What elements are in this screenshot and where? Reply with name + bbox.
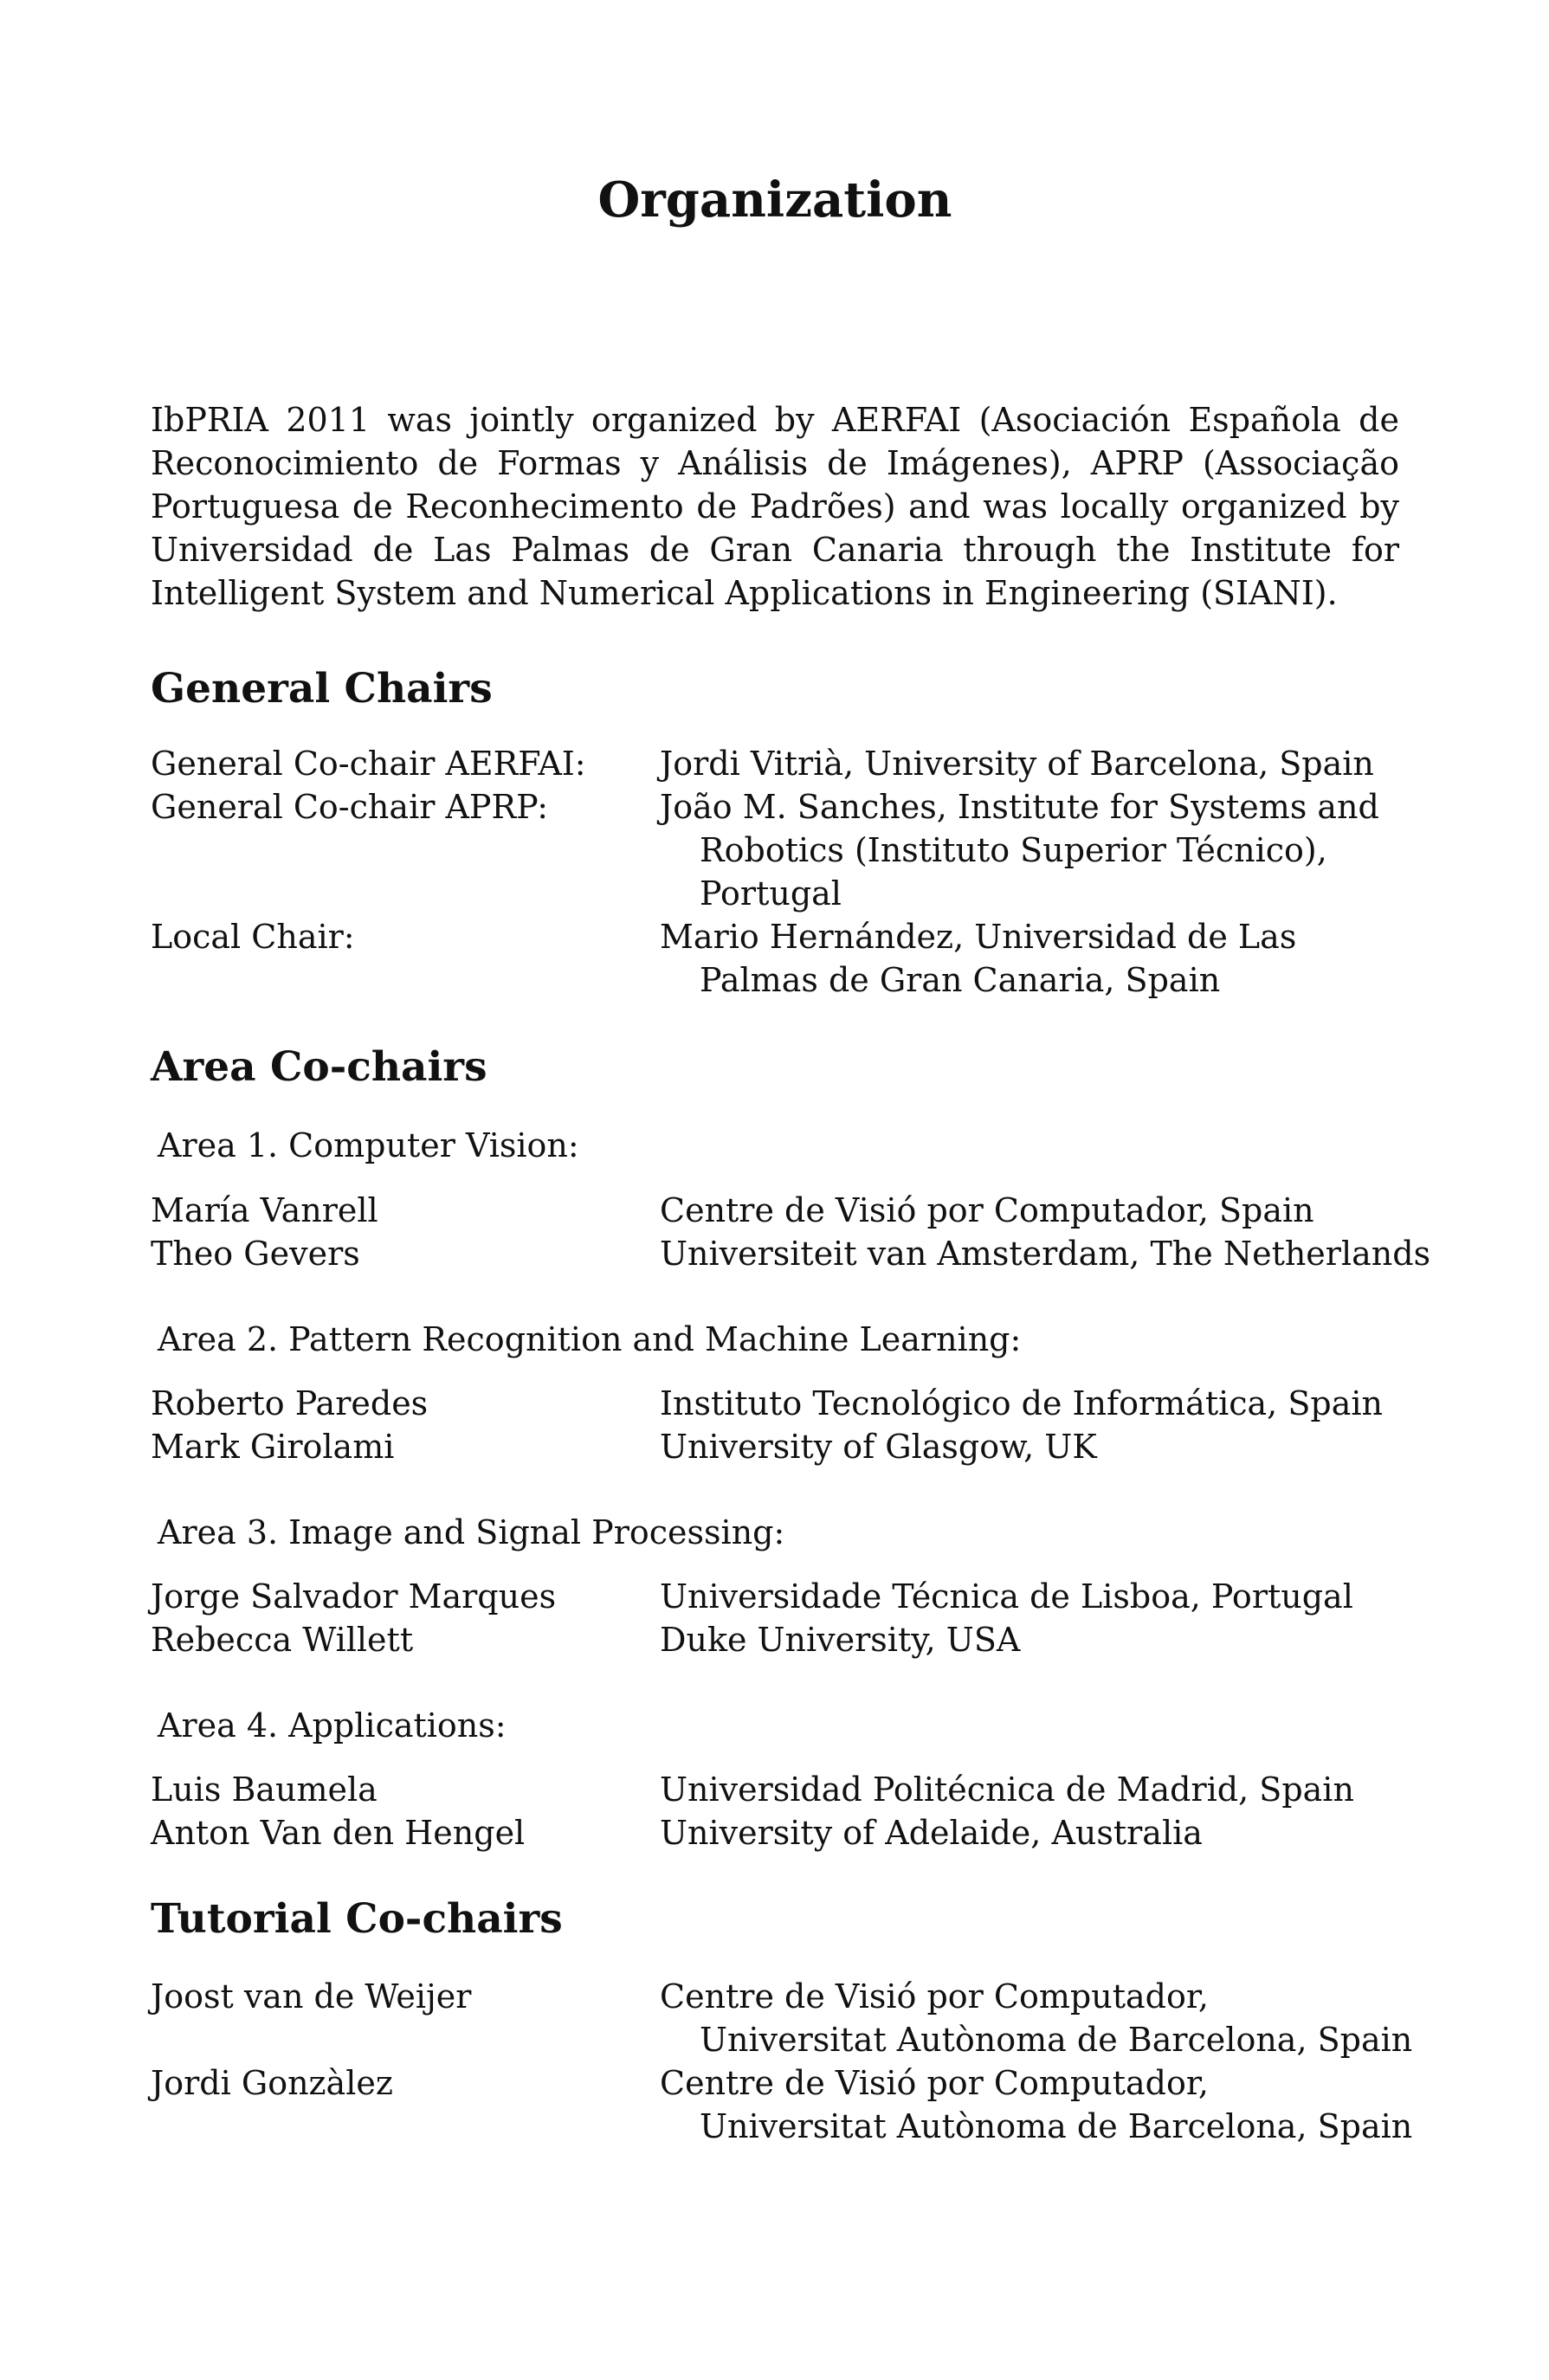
member-name: Mark Girolami xyxy=(151,1428,395,1466)
affiliation-line: Universitat Autònoma de Barcelona, Spain xyxy=(700,2107,1413,2145)
affiliation-line: Centre de Visió por Computador, xyxy=(660,2064,1209,2102)
member-name: Luis Baumela xyxy=(151,1770,378,1809)
member-affiliation: Centre de Visió por Computador, Spain xyxy=(660,1191,1314,1229)
general-chairs-heading: General Chairs xyxy=(151,665,493,713)
area-cochairs-heading: Area Co-chairs xyxy=(151,1043,487,1091)
member-affiliation xyxy=(660,1975,1413,2061)
role-label: General Co-chair APRP: xyxy=(151,788,549,826)
member-affiliation: Universiteit van Amsterdam, The Netherlands xyxy=(660,1235,1431,1273)
member-affiliation: University of Adelaide, Australia xyxy=(660,1814,1203,1852)
member-affiliation: Instituto Tecnológico de Informática, Spain xyxy=(660,1384,1383,1422)
member-name: Joost van de Weijer xyxy=(151,1977,472,2016)
member-affiliation: Duke University, USA xyxy=(660,1621,1021,1659)
area-title: Area 2. Pattern Recognition and Machine Learning: xyxy=(158,1320,1022,1358)
affiliation-line: Mario Hernández, Universidad de Las xyxy=(660,918,1297,956)
role-label: Local Chair: xyxy=(151,918,355,956)
area-title: Area 3. Image and Signal Processing: xyxy=(158,1513,785,1551)
area-title: Area 4. Applications: xyxy=(158,1706,507,1745)
affiliation-line: João M. Sanches, Institute for Systems and xyxy=(660,788,1379,826)
member-name: María Vanrell xyxy=(151,1191,378,1229)
member-affiliation: University of Glasgow, UK xyxy=(660,1428,1097,1466)
chair-affiliation xyxy=(660,742,1404,785)
member-affiliation: Universidad Politécnica de Madrid, Spain xyxy=(660,1770,1354,1809)
intro-paragraph: IbPRIA 2011 was jointly organized by AERFAI (Asociación Española de Reconocimiento de Formas y Análisis de Imágenes), APRP (Associação Portuguesa de Reconhecimento de Padrões) and was locally organized by Universidad de Las Palmas de Gran Canaria through the Institute for Intelligent System and Numerical Applications in Engineering (SIANI). xyxy=(151,401,1399,612)
chair-affiliation xyxy=(660,785,1404,915)
member-name: Theo Gevers xyxy=(151,1235,360,1273)
member-affiliation xyxy=(660,2061,1413,2148)
role-label: General Co-chair AERFAI: xyxy=(151,745,586,783)
member-name: Jordi Gonzàlez xyxy=(151,2064,393,2102)
page-title: Organization xyxy=(597,171,952,229)
area-title: Area 1. Computer Vision: xyxy=(158,1126,579,1164)
member-affiliation: Universidade Técnica de Lisboa, Portugal xyxy=(660,1577,1353,1616)
affiliation-line: Robotics (Instituto Superior Técnico), xyxy=(700,831,1327,869)
affiliation-line: Universitat Autònoma de Barcelona, Spain xyxy=(700,2021,1413,2059)
member-name: Jorge Salvador Marques xyxy=(151,1577,557,1616)
member-name: Rebecca Willett xyxy=(151,1621,414,1659)
member-name: Anton Van den Hengel xyxy=(151,1814,526,1852)
affiliation-line: Jordi Vitrià, University of Barcelona, Spain xyxy=(660,745,1374,783)
tutorial-cochairs-heading: Tutorial Co-chairs xyxy=(151,1895,563,1943)
affiliation-line: Palmas de Gran Canaria, Spain xyxy=(700,961,1221,999)
member-name: Roberto Paredes xyxy=(151,1384,429,1422)
affiliation-line: Portugal xyxy=(700,874,842,913)
affiliation-line: Centre de Visió por Computador, xyxy=(660,1977,1209,2016)
chair-affiliation xyxy=(660,915,1404,1002)
